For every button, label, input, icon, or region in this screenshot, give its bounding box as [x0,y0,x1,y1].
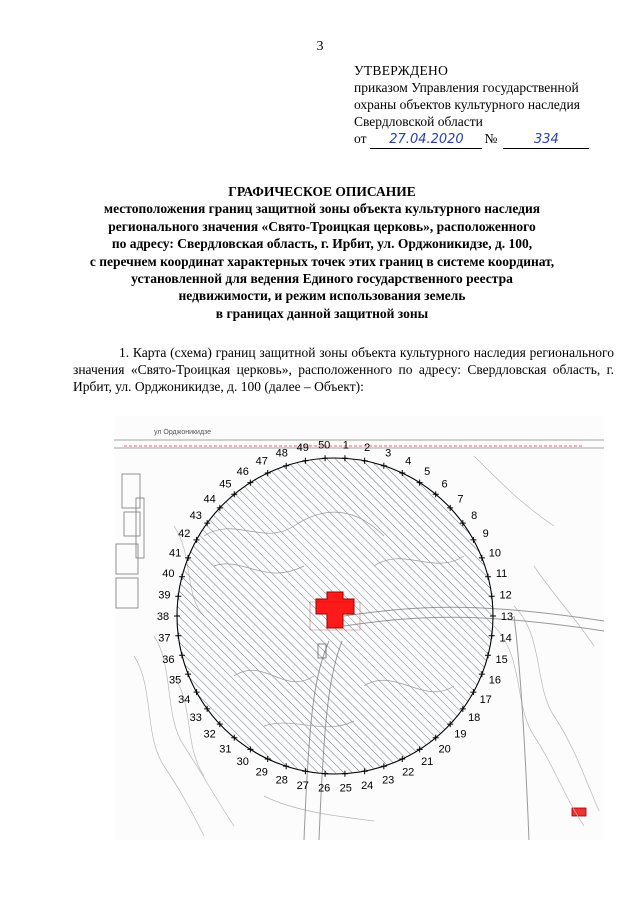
approval-line-2: охраны объектов культурного наследия [354,97,580,112]
boundary-point-label: 33 [189,712,202,725]
boundary-point-label: 37 [158,632,171,645]
boundary-point-label: 9 [482,528,489,541]
title-line-5: с перечнем координат характерных точек этих границ в системе координат, [89,253,555,269]
boundary-point-label: 42 [178,528,191,541]
boundary-point-label: 19 [454,728,467,741]
boundary-point-label: 49 [296,442,309,454]
boundary-point-label: 35 [168,674,182,687]
section-1-text: 1. Карта (схема) границ защитной зоны объекта культурного наследия регионального значения «Свято-Троицкая церковь», расположенного по адресу: Свердловская область, г. Ирбит, ул. Орджоникидзе, д. 100 (далее – Объект): [73,345,614,394]
approval-heading: УТВЕРЖДЕНО [354,63,449,78]
boundary-point-label: 30 [236,756,249,769]
title-line-7: недвижимости, и режим использования земель [178,288,466,304]
boundary-point-label: 44 [203,493,216,506]
boundary-point-label: 11 [495,568,508,581]
number-label: № [484,131,498,146]
boundary-point-label: 46 [236,465,249,478]
boundary-point-label: 24 [361,780,374,792]
boundary-point-label: 22 [402,766,415,779]
boundary-point-label: 34 [178,693,191,706]
title-line-6: установленной для ведения Единого государственного реестра [131,271,513,287]
boundary-point-label: 14 [499,632,512,645]
approval-number: 334 [503,131,589,149]
title-line-2: местоположения границ защитной зоны объекта культурного наследия [103,201,541,217]
boundary-point-label: 4 [405,455,412,468]
approval-date: 27.04.2020 [370,131,482,149]
boundary-point-label: 18 [468,712,481,725]
boundary-point-label: 13 [500,611,514,623]
document-title [40,183,604,322]
section-1-paragraph [73,344,614,395]
boundary-point-label: 25 [339,782,352,795]
boundary-point-label: 3 [385,447,392,460]
boundary-point-label: 10 [488,547,502,560]
title-line-3: регионального значения «Свято-Троицкая церковь», расположенного [108,218,536,234]
boundary-point-label: 26 [318,782,331,795]
boundary-point-label: 31 [219,743,232,756]
boundary-point-label: 5 [424,465,431,478]
boundary-point-label: 38 [156,611,170,623]
boundary-point-label: 12 [499,589,512,602]
boundary-point-label: 21 [421,756,434,769]
boundary-point-label: 17 [479,693,492,706]
title-line-1: ГРАФИЧЕСКОЕ ОПИСАНИЕ [228,184,416,199]
boundary-point-label: 1 [342,439,349,452]
boundary-point-label: 23 [382,774,395,787]
boundary-point-label: 50 [318,439,331,452]
boundary-point-label: 47 [255,455,268,468]
boundary-point-label: 16 [488,674,502,687]
boundary-point-label: 27 [296,780,309,792]
page-number: 3 [316,39,324,54]
from-label: от [354,131,367,146]
boundary-point-label: 39 [158,589,171,602]
boundary-point-label: 43 [189,509,202,522]
boundary-point-label: 28 [275,774,288,787]
title-line-8: в границах данной защитной зоны [215,305,429,321]
approval-line-3: Свердловской области [354,114,483,129]
boundary-point-label: 20 [438,743,451,756]
boundary-point-label: 7 [457,493,464,506]
street-label: ул Орджоникидзе [154,429,212,436]
boundary-point-label: 40 [162,568,175,581]
approval-date-line [354,130,634,149]
boundary-point-label: 36 [162,653,175,666]
boundary-point-label: 45 [219,478,232,491]
title-line-4: по адресу: Свердловская область, г. Ирбит, ул. Орджоникидзе, д. 100, [111,236,533,252]
boundary-point-label: 15 [495,653,508,666]
boundary-point-label: 8 [471,509,478,522]
boundary-point-label: 29 [255,766,268,779]
boundary-point-label: 6 [441,478,448,491]
boundary-point-label: 32 [203,728,216,741]
approval-block [354,62,634,149]
protection-zone-map [114,416,604,840]
approval-line-1: приказом Управления государственной [354,80,579,95]
boundary-point-label: 2 [364,442,371,454]
boundary-point-label: 41 [168,547,182,560]
boundary-point-label: 48 [275,447,288,460]
